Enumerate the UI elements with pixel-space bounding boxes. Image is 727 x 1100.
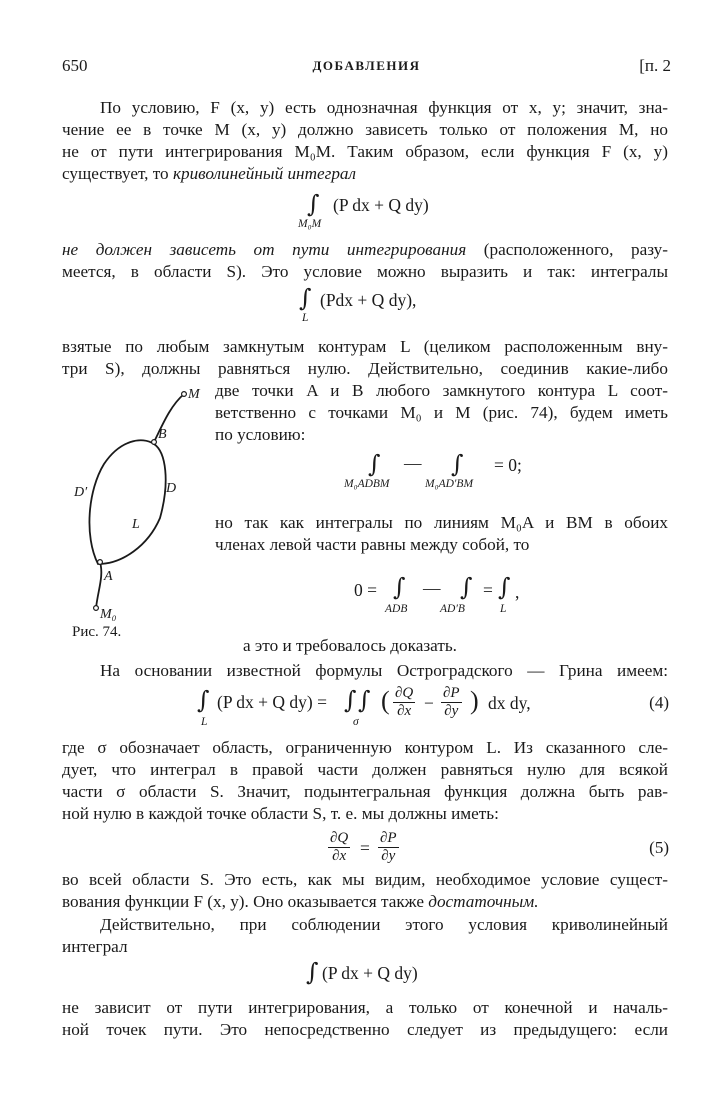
text-line: По условию, F (x, y) есть однозначная функция от x, y; значит, зна- [100,98,668,117]
text-line: Действительно, при соблюдении этого условия криволинейный [100,915,668,934]
integral-sign: ∫ [307,190,320,218]
text-line: но так как интегралы по линиям M₀A и BM в обоих [215,513,668,532]
text-line: На основании известной формулы Остроградского — Грина имеем: [100,661,668,680]
integral-sign: ∫ [306,958,319,986]
label-M: M [188,387,200,402]
text-line: не от пути интегрирования M₀M. Таким образом, если функция F (x, y) [62,142,668,161]
text-line: ной точек пути. Это непосредственно следует из предыдущего: если [62,1020,668,1039]
integrand-tail: dx dy, [488,693,531,713]
equation-number: (4) [649,693,669,712]
text-line: ветственно с точками M₀ и M (рис. 74), будем иметь [215,403,668,422]
integral-limit: M₀AD′BM [425,478,474,490]
text-line: вования функции F (x, y). Оно оказывается также достаточным. [62,892,539,911]
text-line: ной нулю в каждой точке области S, т. е. мы должны иметь: [62,804,499,823]
italic-phrase: криволинейный интеграл [172,164,357,183]
integral-limit: L [302,312,309,324]
integral-sign: ∫ [451,450,464,478]
running-header [62,56,671,80]
comma: , [515,582,520,602]
fraction: $\frac{\partial P}{\partial y}$ [443,685,460,719]
integral-limit: M₀M [298,218,322,230]
label-D: D [166,481,177,496]
fraction: $\frac{\partial Q}{\partial x}$ [330,830,349,864]
integral-sign: ∫ [299,284,312,312]
integrand: (P dx + Q dy) [322,963,418,983]
italic-phrase: достаточным. [428,892,539,911]
text-line: взятые по любым замкнутым контурам L (целиком расположенным вну- [62,337,668,356]
equation-number: (5) [649,838,669,857]
equation-rhs: = 0; [494,455,522,475]
equation-lhs: 0 = [354,580,377,600]
text-line: меется, в области S). Это условие можно выразить и так: интегралы [62,262,668,281]
fraction: $\frac{\partial Q}{\partial x}$ [395,685,414,719]
integral-limit: AD′B [440,603,465,615]
integral-sign: ∫ [393,573,406,601]
point-B [152,440,157,445]
integral-limit: L [500,603,507,615]
closed-contour-L [89,440,165,564]
italic-phrase: не должен зависеть от пути интегрирования [62,240,467,259]
integral-limit: ADB [385,603,408,615]
figure-74 [70,386,210,626]
text-line: чение ее в точке M (x, y) должно зависеть только от положения M, но [62,120,668,139]
text-line: части σ области S. Значит, подынтегральная функция должна быть рав- [62,782,668,801]
point-M0 [94,606,99,611]
point-A [98,560,103,565]
text-line: три S), должны равняться нулю. Действительно, соединив какие-либо [62,359,668,378]
text-line: интеграл [62,937,128,956]
integral-sign: ∫ [368,450,381,478]
figure-caption: Рис. 74. [72,624,122,640]
equals-sign: = [360,838,370,858]
text-line: а это и требовалось доказать. [243,636,457,655]
text-line: членах левой части равны между собой, то [215,535,530,554]
equation-lhs: (P dx + Q dy) = [217,692,327,712]
text-line: по условию: [215,425,306,444]
integral-sign: ∫ [344,686,357,714]
integral-limit: M₀ADBM [344,478,390,490]
page-number: 650 [62,56,88,75]
paren-open: ( [381,686,390,715]
integral-sign: ∫ [498,573,511,601]
point-M [182,392,187,397]
label-B: B [158,427,167,442]
text-line: не должен зависеть от пути интегрирования (расположенного, разу- [62,240,668,259]
running-title: ДОБАВЛЕНИЯ [312,58,421,73]
label-A: A [104,569,113,584]
integrand: (Pdx + Q dy), [320,290,417,310]
minus-sign: — [423,578,441,598]
integral-limit: L [201,716,208,728]
minus-sign: − [424,693,434,713]
minus-sign: — [404,453,422,473]
paren-close: ) [470,686,479,715]
text-line: дует, что интеграл в правой части должен равняться нулю для всякой [62,760,668,779]
integral-sign: ∫ [358,686,371,714]
text-line: существует, то криволинейный интеграл [62,164,357,183]
text-line: не зависит от пути интегрирования, а только от конечной и началь- [62,998,668,1017]
text-line: во всей области S. Это есть, как мы видим, необходимое условие сущест- [62,870,668,889]
text-line: две точки A и B любого замкнутого контура L соот- [215,381,668,400]
integral-sign: ∫ [197,686,210,714]
integrand: (P dx + Q dy) [333,195,429,215]
text-line: где σ обозначает область, ограниченную контуром L. Из сказанного сле- [62,738,668,757]
label-L: L [132,517,140,532]
integral-limit: σ [353,716,359,728]
path-M0-to-A [96,562,101,608]
equals-sign: = [483,580,493,600]
label-M0: M₀ [100,607,117,622]
label-D-prime: D′ [74,485,88,500]
section-marker: [п. 2 [639,56,671,75]
fraction: $\frac{\partial P}{\partial y}$ [380,830,397,864]
integral-sign: ∫ [460,573,473,601]
